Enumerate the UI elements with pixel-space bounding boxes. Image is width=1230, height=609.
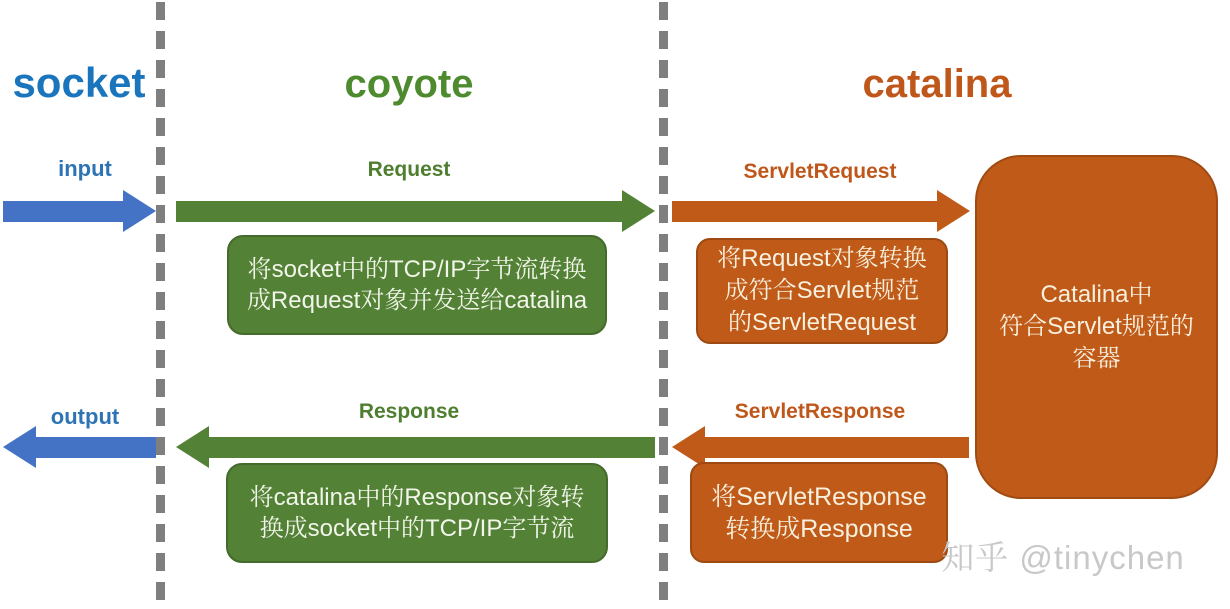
coyote-column-title: coyote <box>344 62 474 106</box>
response-arrow-icon <box>176 426 655 468</box>
note-line: 将ServletResponse <box>711 482 927 511</box>
catalina-container-box <box>975 155 1218 499</box>
arrow-head-icon <box>937 190 970 232</box>
servlet-request-label: ServletRequest <box>743 160 897 183</box>
servlet-response-label: ServletResponse <box>734 400 906 423</box>
arrow-body <box>176 201 622 222</box>
servlet-request-arrow-icon <box>672 190 970 232</box>
arrow-body <box>3 201 123 222</box>
arrow-head-icon <box>176 426 209 468</box>
coyote-response-note <box>226 463 608 563</box>
arrow-head-icon <box>123 190 156 232</box>
arrow-body <box>209 437 655 458</box>
response-label: Response <box>358 400 460 423</box>
note-line: 转换成Response <box>725 514 913 543</box>
container-box-line: 容器 <box>1072 345 1121 372</box>
coyote-request-note <box>227 235 607 335</box>
arrow-body <box>672 201 937 222</box>
arrow-body <box>36 437 156 458</box>
request-arrow-icon <box>176 190 655 232</box>
note-line: 将socket中的TCP/IP字节流转换 <box>247 256 587 283</box>
container-box-line: Catalina中 <box>1040 281 1153 308</box>
arrow-body <box>705 437 969 458</box>
catalina-response-note <box>690 462 948 563</box>
input-label: input <box>58 156 112 181</box>
input-arrow-icon <box>3 190 156 232</box>
socket-column-title: socket <box>12 59 146 106</box>
note-line: 的ServletRequest <box>727 309 917 336</box>
note-line: 将catalina中的Response对象转 <box>249 484 585 511</box>
output-arrow-icon <box>3 426 156 468</box>
arrow-head-icon <box>622 190 655 232</box>
note-line: 将Request对象转换 <box>717 245 927 272</box>
output-label: output <box>50 404 120 429</box>
arrow-head-icon <box>3 426 36 468</box>
request-label: Request <box>367 158 451 181</box>
note-line: 成Request对象并发送给catalina <box>246 287 588 314</box>
container-box-line: 符合Servlet规范的 <box>999 313 1194 340</box>
catalina-request-note <box>696 238 948 344</box>
watermark: 知乎 @tinychen <box>941 539 1185 576</box>
note-line: 成符合Servlet规范 <box>724 277 920 304</box>
catalina-column-title: catalina <box>862 62 1012 106</box>
note-line: 换成socket中的TCP/IP字节流 <box>259 515 575 542</box>
